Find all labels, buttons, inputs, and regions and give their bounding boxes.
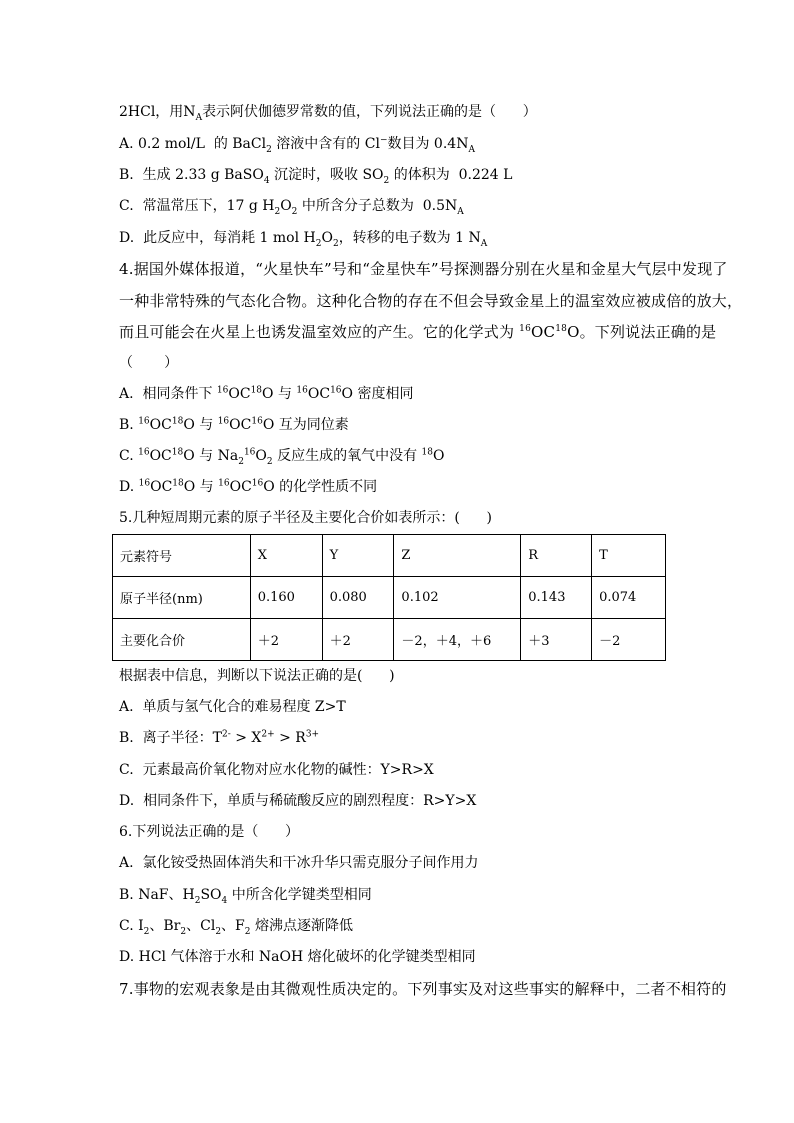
q6-option-b: B. NaF、$H_2SO_4$ 中所含化学键类型相同 [119, 887, 372, 906]
table-cell: 0.074 [592, 577, 666, 619]
q4-option-c: C. $^{16}$OC$^{18}$O 与 $Na_2^{16}O_2$ 反应生成的氧气中没有 $^{18}$O [119, 447, 445, 467]
table-cell: R [521, 535, 592, 577]
q5-option-b: B. 离子半径：$T^{2-} > X^{2+} > R^{3+}$ [119, 729, 320, 746]
table-cell: 原子半径(nm) [113, 577, 251, 619]
q5-option-c: C. 元素最高价氧化物对应水化物的碱性：Y>R>X [119, 762, 434, 778]
q3-option-c: C. 常温常压下，17 g $H_2O_2$ 中所含分子总数为 $0.5N_A$ [119, 198, 464, 217]
table-cell: T [592, 535, 666, 577]
table-row [113, 535, 666, 577]
q4-option-a: A. 相同条件下 $^{16}$OC$^{18}$O 与 $^{16}$OC$^{16}$O 密度相同 [119, 385, 414, 402]
table-cell: －2，＋4，＋6 [394, 619, 521, 661]
q3-option-a: A. 0.2 mol/L 的 BaCl$_2$ 溶液中含有的 Cl−数目为 $0.4N_A$ [119, 135, 475, 155]
q5-stem: 5.几种短周期元素的原子半径及主要化合价如表所示：( ) [119, 510, 492, 526]
q5-after-table: 根据表中信息，判断以下说法正确的是( ) [119, 668, 395, 684]
q6-option-c: C. $I_2$、$Br_2$、$Cl_2$、$F_2$ 熔沸点逐渐降低 [119, 918, 353, 937]
q3-stem: 2HCl，用$N_A$表示阿伏伽德罗常数的值，下列说法正确的是（ ） [119, 104, 537, 123]
element-properties-table [112, 534, 666, 661]
q4-stem-line-2: 一种非常特殊的气态化合物。这种化合物的存在不但会导致金星上的温室效应被成倍的放大， [119, 292, 743, 310]
table-cell: ＋2 [322, 619, 394, 661]
table-cell: 0.102 [394, 577, 521, 619]
q4-stem-line-1: 4.据国外媒体报道，“火星快车”号和“金星快车”号探测器分别在火星和金星大气层中发现了 [119, 260, 728, 278]
table-cell: X [250, 535, 322, 577]
table-cell: Y [322, 535, 394, 577]
table-cell: ＋3 [521, 619, 592, 661]
q5-option-a: A. 单质与氢气化合的难易程度 Z>T [119, 699, 346, 715]
table-cell: 0.143 [521, 577, 592, 619]
q6-stem: 6.下列说法正确的是（ ） [119, 824, 300, 840]
q7-stem: 7.事物的宏观表象是由其微观性质决定的。下列事实及对这些事实的解释中，二者不相符的 [119, 980, 727, 998]
table-cell: 0.160 [250, 577, 322, 619]
q5-option-d: D. 相同条件下，单质与稀硫酸反应的剧烈程度：R>Y>X [119, 793, 477, 809]
q6-option-a: A. 氯化铵受热固体消失和干冰升华只需克服分子间作用力 [119, 855, 479, 871]
q4-option-d: D. $^{16}$OC$^{18}$O 与 $^{16}$OC$^{16}$O 的化学性质不同 [119, 478, 378, 495]
table-row [113, 577, 666, 619]
q3-option-d: D. 此反应中，每消耗 1 mol $H_2O_2$，转移的电子数为 1 $N_A$ [119, 230, 488, 249]
q4-stem-line-3: 而且可能会在火星上也诱发温室效应的产生。它的化学式为 $^{16}$OC$^{18}$O。下列说法正确的是 [119, 323, 717, 341]
table-cell: 元素符号 [113, 535, 251, 577]
q4-stem-line-4: （ ） [119, 355, 179, 371]
q3-option-b: B. 生成 2.33 g BaSO$_4$ 沉淀时，吸收 $SO_2$ 的体积为 0.224 L [119, 167, 513, 186]
table-row [113, 619, 666, 661]
q4-option-b: B. $^{16}$OC$^{18}$O 与 $^{16}$OC$^{16}$O 互为同位素 [119, 416, 349, 433]
table-cell: Z [394, 535, 521, 577]
table-cell: 0.080 [322, 577, 394, 619]
table-cell: 主要化合价 [113, 619, 251, 661]
q6-option-d: D. HCl 气体溶于水和 NaOH 熔化破坏的化学键类型相同 [119, 949, 476, 965]
table-cell: ＋2 [250, 619, 322, 661]
table-cell: －2 [592, 619, 666, 661]
